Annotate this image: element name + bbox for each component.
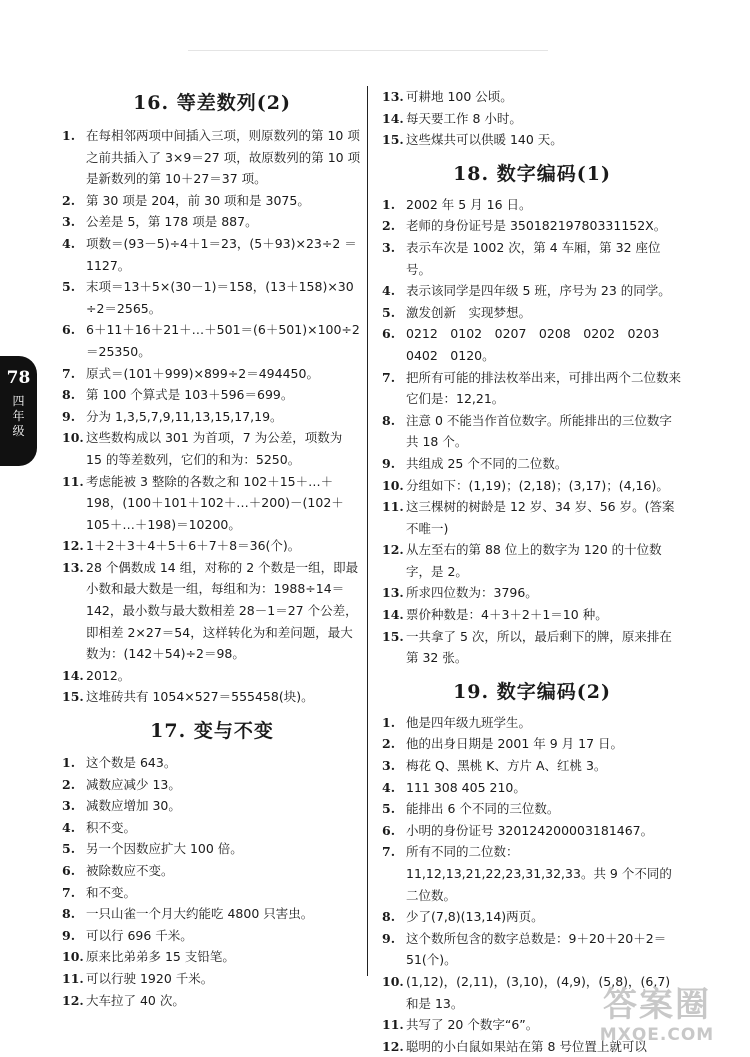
answer-item: 1. 在每相邻两项中间插入三项，则原数列的第 10 项之前共插入了 3×9＝27 项，故原数列的第 10 项是新数列的第 10＋27＝37 项。	[62, 128, 361, 187]
answer-item: 5. 末项＝13＋5×(30－1)＝158，(13＋158)×30 ÷2＝2565。	[62, 279, 354, 316]
answer-item: 3. 公差是 5，第 178 项是 887。	[62, 214, 258, 230]
answer-item: 5. 能排出 6 个不同的三位数。	[382, 801, 560, 817]
answer-item: 12. 1＋2＋3＋4＋5＋6＋7＋8＝36(个)。	[62, 538, 301, 554]
answer-item: 6. 被除数应不变。	[62, 863, 174, 878]
section-title-18: 18. 数字编码(1)	[453, 162, 611, 185]
answer-item: 2. 老师的身份证号是 35018219780331152X。	[382, 218, 667, 234]
answer-item: 15. 这些煤共可以供暖 140 天。	[382, 132, 563, 148]
column-divider	[367, 86, 368, 976]
answer-item: 8. 一只山雀一个月大约能吃 4800 只害虫。	[62, 906, 314, 922]
answer-item: 1. 这个数是 643。	[62, 755, 177, 771]
answer-item: 11. 共写了 20 个数字“6”。	[382, 1017, 539, 1033]
answer-item: 15. 一共拿了 5 次，所以，最后剩下的牌，原来排在第 32 张。	[382, 628, 672, 666]
answer-item: 9. 这个数所包含的数字总数是：9＋20＋20＋2＝51(个)。	[382, 930, 667, 968]
section-title-16: 16. 等差数列(2)	[133, 92, 291, 114]
answer-item: 14. 每天要工作 8 小时。	[382, 110, 522, 126]
answer-item: 12. 从左至右的第 88 位上的数字为 120 的十位数字，是 2。	[382, 542, 662, 579]
section-title-19: 19. 数字编码(2)	[453, 680, 611, 703]
answer-item: 1. 2002 年 5 月 16 日。	[382, 196, 532, 212]
answer-item: 4. 项数＝(93－5)÷4＋1＝23，(5＋93)×23÷2 ＝1127。	[62, 235, 357, 273]
answer-item: 9. 共组成 25 个不同的二位数。	[382, 455, 568, 471]
watermark-logo: 答案圈	[603, 985, 711, 1025]
answer-item: 8. 第 100 个算式是 103＋596＝699。	[62, 387, 294, 403]
section-title-17: 17. 变与不变	[150, 720, 274, 743]
answer-item: 13. 所求四位数为：3796。	[382, 585, 538, 601]
answer-item: 5. 另一个因数应扩大 100 倍。	[62, 841, 243, 857]
answer-item: 7. 把所有可能的排法枚举出来，可排出两个二位数来它们是：12,21。	[382, 369, 682, 407]
answer-item: 10. 这些数构成以 301 为首项，7 为公差，项数为 15 的等差数列，它们的和为：5250。	[62, 430, 343, 467]
answer-item: 9. 可以行 696 千米。	[62, 927, 193, 943]
answer-item: 3. 表示车次是 1002 次，第 4 车厢，第 32 座位号。	[382, 239, 661, 277]
answer-item: 2. 减数应减少 13。	[62, 776, 181, 792]
answer-item: 15. 这堆砖共有 1054×527＝555458(块)。	[62, 689, 314, 705]
watermark	[572, 985, 742, 1045]
answer-item: 10. 原来比弟弟多 15 支铅笔。	[62, 949, 235, 965]
answer-item: 11. 考虑能被 3 整除的各数之和 102＋15＋…＋198，(100＋101＋102＋…＋200)－(102＋105＋…＋198)＝10200。	[62, 473, 344, 532]
answer-item: 4. 积不变。	[62, 819, 137, 835]
answer-item: 6. 6＋11＋16＋21＋…＋501＝(6＋501)×100÷2 ＝25350。	[62, 322, 360, 359]
answer-item: 10. (1,12)，(2,11)，(3,10)，(4,9)，(5,8)，(6,7)和是 13。	[382, 973, 671, 1011]
grade-label: 四年级	[12, 394, 25, 438]
answer-item: 2. 第 30 项是 204，前 30 项和是 3075。	[62, 192, 310, 208]
answer-item: 10. 分组如下：(1,19)；(2,18)；(3,17)；(4,16)。	[382, 477, 669, 493]
answer-item: 7. 和不变。	[62, 884, 137, 900]
answer-item: 3. 减数应增加 30。	[62, 798, 181, 814]
answer-item: 4. 111 308 405 210。	[382, 779, 526, 795]
left-column	[62, 86, 362, 1011]
answer-item: 7. 原式＝(101＋999)×899÷2＝494450。	[62, 365, 319, 381]
watermark-url: MXQE.COM	[599, 1025, 715, 1045]
answer-item: 14. 2012。	[62, 667, 131, 683]
answer-item: 13. 28 个偶数成 14 组，对称的 2 个数是一组，即最小数和最大数是一组，每组和为：1988÷14＝142，最小数与最大数相差 28－1＝27 个公差，即相差 2×27＝54，这样转化为和差问题，最大数为：(142＋54)÷2＝98。	[62, 559, 359, 662]
answer-item: 12. 聪明的小白鼠如果站在第 8 号位置上就可以	[382, 1038, 647, 1054]
answer-item: 4. 表示该同学是四年级 5 班，序号为 23 的同学。	[382, 283, 671, 299]
answer-item: 1. 他是四年级九班学生。	[382, 714, 532, 730]
answer-item: 6. 0212 0102 0207 0208 0202 0203 0402 0120。	[382, 326, 672, 363]
answer-item: 8. 注意 0 不能当作首位数字。所能排出的三位数字共 18 个。	[382, 412, 672, 450]
answer-item: 6. 小明的身份证号 320124200003181467。	[382, 822, 654, 838]
answer-item: 12. 大车拉了 40 次。	[62, 992, 185, 1008]
answer-item: 13. 可耕地 100 公顷。	[382, 89, 513, 104]
answer-item: 3. 梅花 Q、黑桃 K、方片 A、红桃 3。	[382, 758, 607, 774]
answer-item: 5. 激发创新 实现梦想。	[382, 304, 532, 320]
page-number: 78	[6, 368, 31, 388]
answer-item: 11. 这三棵树的树龄是 12 岁、34 岁、56 岁。(答案不唯一)	[382, 499, 675, 536]
answer-item: 2. 他的出身日期是 2001 年 9 月 17 日。	[382, 736, 624, 752]
answer-item: 7. 所有不同的二位数：11,12,13,21,22,23,31,32,33。共 9 个不同的二位数。	[382, 844, 672, 903]
answer-item: 8. 少了(7,8)(13,14)两页。	[382, 909, 544, 925]
answer-item: 11. 可以行驶 1920 千米。	[62, 970, 214, 986]
answer-item: 9. 分为 1,3,5,7,9,11,13,15,17,19。	[62, 408, 283, 424]
answer-item: 14. 票价种数是：4＋3＋2＋1＝10 种。	[382, 607, 608, 623]
right-column	[382, 86, 682, 1057]
top-rule	[188, 50, 548, 51]
page-side-tab	[0, 356, 37, 466]
